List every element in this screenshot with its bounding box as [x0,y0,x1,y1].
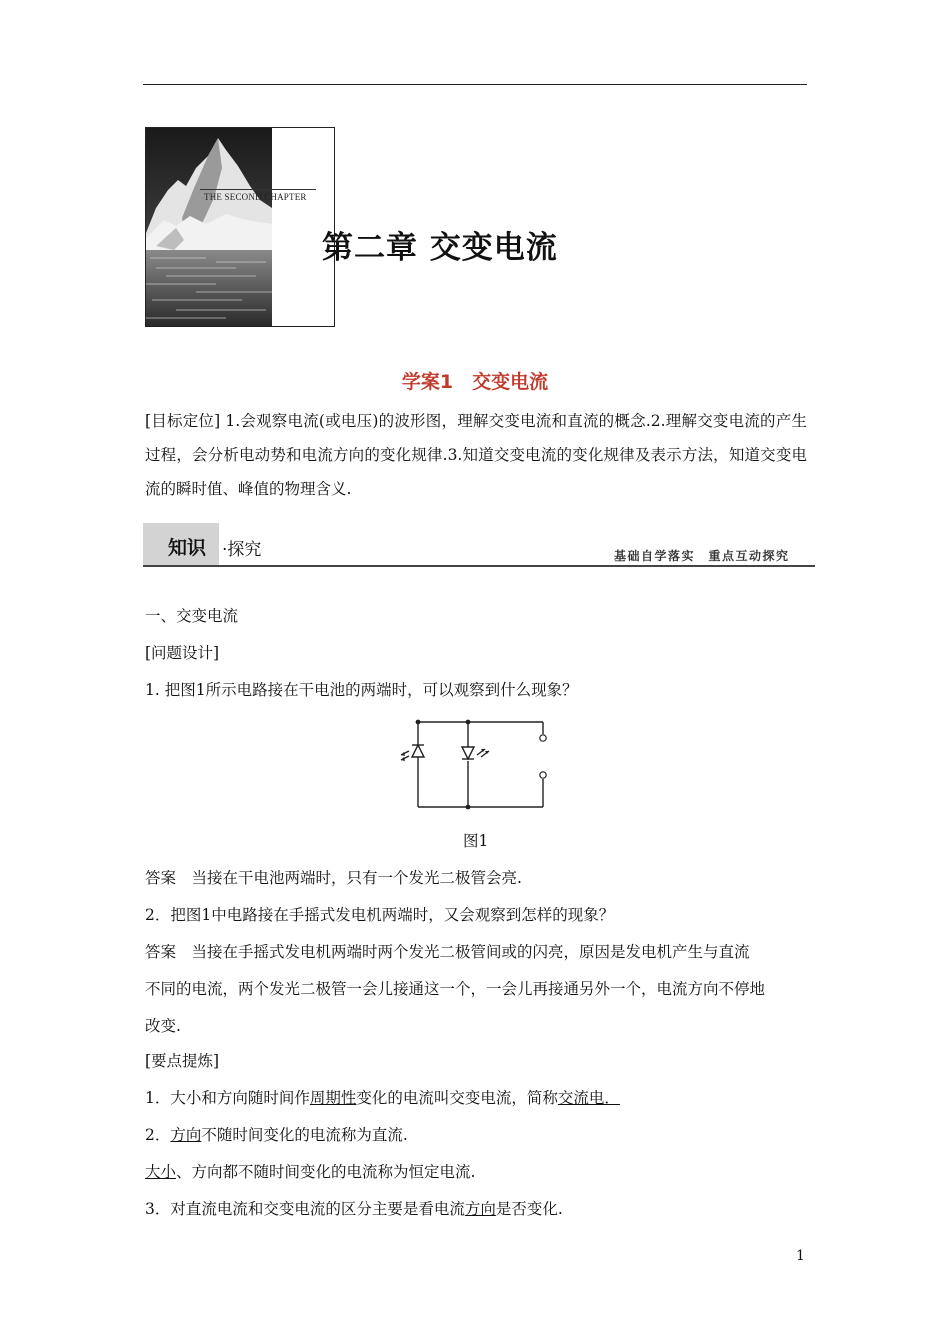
answer-2-line-2: 不同的电流，两个发光二极管一会儿接通这一个，一会儿再接通另外一个，电流方向不停地 [145,980,766,998]
lesson-title: 学案1 交变电流 [401,371,549,393]
key-point-2b: 大小、方向都不随时间变化的电流称为恒定电流. [145,1163,476,1181]
figure-caption: 图1 [463,832,489,850]
key-point-3: 3．对直流电流和交变电流的区分主要是看电流方向是否变化. [145,1200,563,1218]
page-number: 1 [796,1248,805,1264]
chapter-banner-rule [200,189,316,190]
section-rule [143,565,815,567]
blank-periodic: 周期性 [309,1089,357,1107]
answer-2-line-1: 答案 当接在手摇式发电机两端时两个发光二极管间或的闪亮，原因是发电机产生与直流 [145,943,750,961]
question-1: 1. 把图1所示电路接在干电池的两端时，可以观察到什么现象？ [145,681,578,699]
key-points-label: [要点提炼] [145,1052,220,1070]
header-rule [143,84,807,85]
chapter-title: 第二章 交变电流 [322,230,558,266]
objective-paragraph: [目标定位] 1.会观察电流(或电压)的波形图，理解交变电流和直流的概念.2.理解交变电流的产生过程，会分析电动势和电流方向的变化规律.3.知道交变电流的变化规律及表示方法，知道交变电流的瞬时值、峰值的物理含义. [145,412,807,498]
blank-ac: 交流电． [557,1089,620,1107]
answer-1: 答案 当接在干电池两端时，只有一个发光二极管会亮. [145,869,522,887]
question-2: 2．把图1中电路接在手摇式发电机两端时，又会观察到怎样的现象？ [145,906,615,924]
chapter-english-banner: THE SECOND CHAPTER [204,192,307,202]
section-subtitle: ·探究 [222,540,262,560]
iceberg-photo [146,128,272,326]
circuit-diagram [395,697,555,817]
heading-ac: 一、交变电流 [145,607,239,625]
blank-magnitude: 大小 [145,1163,177,1181]
answer-2-line-3: 改变. [145,1017,181,1035]
key-point-1: 1．大小和方向随时间作周期性变化的电流叫交变电流，简称交流电． [145,1089,620,1107]
blank-direction: 方向 [170,1126,202,1144]
problem-design-label: [问题设计] [145,644,220,662]
section-tagline: 基础自学落实 重点互动探究 [614,549,790,563]
blank-direction-2: 方向 [464,1200,496,1218]
key-point-2: 2．方向不随时间变化的电流称为直流. [145,1126,408,1144]
section-title: 知识 [168,537,207,559]
